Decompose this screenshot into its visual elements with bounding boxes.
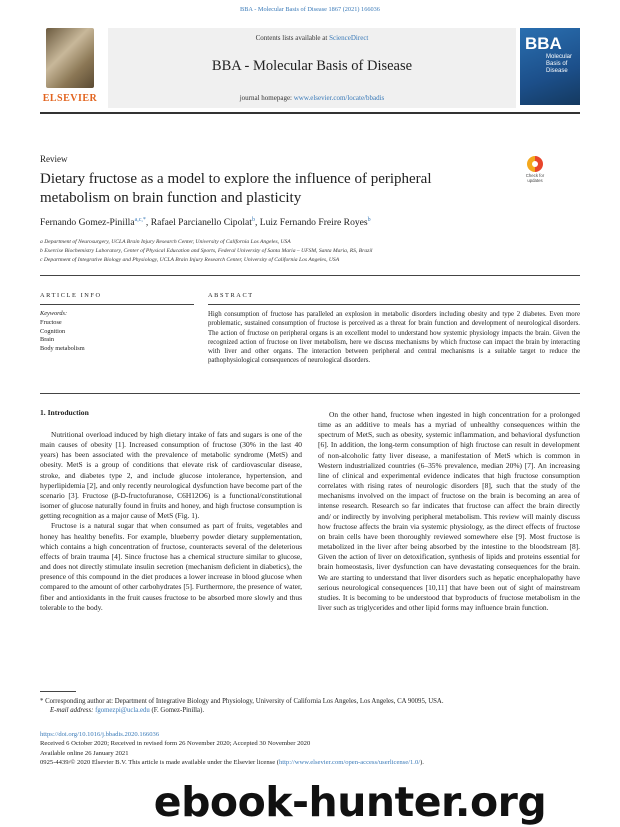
check-for-updates-button[interactable]: Check for updates [522,156,548,186]
footnote-rule [40,691,76,692]
article-info-rule [40,304,194,305]
paragraph: Nutritional overload induced by high dietary intake of fats and sugars is one of the main causes of obesity [1]. Increased consumption of fructose (30% in the last 40 years) has been associated with the prevalence of metabolic syndrome (MetS) and obesity. MetS is a group of conditions that elevate risk of cardiovascular disease, stroke, and diabetes type 2, and include glucose intolerance, hypertension, and hyperlipidemia [2], and only recently neurological dysfunction have become part of the scenario [3]. Fructose (β-D-fructofuranose, C6H12O6) is a functional/constitutional isomer of glucose naturally found in fruits and honey, and high fructose consumption is getting recognition as a major cause of MetS (Fig. 1). [40,430,302,521]
keywords-label: Keywords: [40,310,68,317]
keyword: Brain [40,336,54,344]
cover-title: BBA [525,34,562,53]
article-title: Dietary fructose as a model to explore the influence of peripheral metabolism on brain function and plasticity [40,171,432,206]
abstract-rule [208,304,580,305]
journal-name: BBA - Molecular Basis of Disease [211,58,413,74]
right-column [318,410,580,613]
affiliations-divider [40,275,580,276]
affiliation: a Department of Neurosurgery, UCLA Brain Injury Research Center, University of California Los Angeles, USA [40,239,291,245]
affiliations [40,238,580,265]
keyword: Fructose [40,319,62,326]
article-metadata [40,730,580,767]
article-type: Review [40,154,68,164]
elsevier-tree-icon [46,28,94,88]
license-link[interactable]: http://www.elsevier.com/open-access/userlicense/1.0/ [278,758,421,766]
left-column [40,430,302,613]
homepage-line: journal homepage: www.elsevier.com/locate/bbadis [239,94,385,102]
author-name: Rafael Parcianello Cipolat [150,217,252,229]
affiliation: b Exercise Biochemistry Laboratory, Center of Physical Education and Sports, Federal University of Santa Maria – UFSM, Santa Maria, RS, Brazil [40,248,373,254]
online-date: Available online 26 January 2021 [40,749,129,757]
sciencedirect-link[interactable]: ScienceDirect [329,34,369,42]
author-name: Luiz Fernando Freire Royes [259,217,368,229]
journal-citation-link[interactable]: BBA - Molecular Basis of Disease 1867 (2021) 166036 [240,6,380,13]
crossmark-icon [527,156,543,172]
email-line: E-mail address: fgomezpi@ucla.edu (F. Gomez-Pinilla). [50,707,205,714]
elsevier-wordmark: ELSEVIER [42,93,98,104]
keyword: Body metabolism [40,344,85,352]
author-affiliation-link[interactable]: a,c,* [134,217,146,223]
author-affiliation-link[interactable]: b [251,217,255,223]
abstract-divider [40,393,580,394]
license-line: 0925-4439/© 2020 Elsevier B.V. This article is made available under the Elsevier license (http://www.elsevier.com/open-access/userlicense/1.0/). [40,758,424,766]
doi-link[interactable]: https://doi.org/10.1016/j.bbadis.2020.166036 [40,731,160,738]
section-heading-introduction: 1. Introduction [40,408,89,417]
homepage-link[interactable]: www.elsevier.com/locate/bbadis [293,94,385,102]
watermark: ebook-hunter.org [153,778,547,826]
journal-cover-image [520,28,580,105]
paragraph: On the other hand, fructose when ingested in high concentration for a prolonged time as an additive to meals has a myriad of unhealthy consequences within the spectrum of MetS, such as obesity, systemic inflammation, and behavioral dysfunction [6]. In addition, the long-term consumption of high fructose can result in development of non-alcoholic fatty liver disease, a manifestation of MetS which is common in Western industrialized countries (6–35% prevalence, median 20%) [7]. An increasing line of clinical and experimental evidence indicates that high fructose consumption correlates with rising rates of neurologic disorders [8], such that the study of the mechanisms involved on the impact of fructose on the brain is becoming an area of intense research. Research so far indicates that fructose can affect the brain directly and/ or indirectly by involving peripheral metabolism. This review will mainly discuss how fructose affects the brain via systemic physiology, as the direct effects of fructose on brain cells have been thoroughly reviewed somewhere else [9]. Most fructose is metabolized in the liver after being absorbed by the intestine to the bloodstream [8]. Given the action of liver on detoxification, synthesis of lipids and proteins essential for brain homeostasis, liver dysfunction can have devastating consequences for the brain. We are starting to understand that liver disorders such as hepatic encephalopathy have serious neurological consequences [10,11] that have been out of sight of mainstream studies. It is becoming to be understood that byproducts of fructose metabolism in the liver such as triglycerides and other lipid forms may influence brain function. [318,410,580,612]
keyword: Cognition [40,327,66,335]
abstract-heading: ABSTRACT [208,292,254,299]
keyword-list [40,319,85,353]
abstract-text: High consumption of fructose has paralleled an explosion in metabolic disorders including obesity and type 2 diabetes. Even more problematic, sustained consumption of fructose is perceived as a threat for brain function and development of neurological disorders. The action of fructose on peripheral organs is an excellent model to understand how systemic physiology impacts the brain. Given the recognized action of fructose on liver metabolism, here we discuss mechanisms by which fructose can impact the brain by interacting with liver and other organs. The interaction between peripheral and central mechanisms is a suitable target to reduce the pathophysiological consequences of neurological disorders. [208,311,580,365]
author-affiliation-link[interactable]: b [367,217,371,223]
footnote [40,697,580,715]
author-list: Fernando Gomez-Pinilla$^{a,c,*}$, Rafael Parcianello Cipolat$^b$, Luiz Fernando Freire Royes$^b$ [40,217,371,229]
header-divider [40,112,580,114]
affiliation: c Department of Integrative Biology and Physiology, UCLA Brain Injury Research Center, University of California Los Angeles, USA [40,257,340,263]
corresponding-author: * Corresponding author at: Department of Integrative Biology and Physiology, University of California Los Angeles, Los Angeles, CA 90095, USA. [40,698,444,705]
elsevier-logo [40,28,100,104]
cover-subtitle: Molecular Basis of Disease [546,54,573,74]
paragraph: Fructose is a natural sugar that when consumed as part of fruits, vegetables and honey has healthy benefits. For example, blueberry powder dietary supplementation, which contains a high concentration of fructose, counteracts several of the deleterious effects of brain trauma [4]. Since fructose has a chemical structure similar to glucose, and does not directly stimulate insulin secretion (mechanism deficient in diabetics), the presence of this compound in the diet produces a lower increase in blood glucose when compared to the amount of other carbohydrates [5]. Furthermore, the presence of water, fiber and antioxidants in the fruit causes fructose to be absorbed more slowly and thus tolerable to the body. [40,521,302,612]
journal-header [108,28,516,108]
received-dates: Received 6 October 2020; Received in revised form 26 November 2020; Accepted 30 November 2020 [40,740,311,748]
contents-line: Contents lists available at ScienceDirect [255,34,369,42]
article-info-heading: ARTICLE INFO [40,292,102,299]
author-name: Fernando Gomez-Pinilla [40,217,135,229]
email-link[interactable]: fgomezpi@ucla.edu [95,707,150,714]
